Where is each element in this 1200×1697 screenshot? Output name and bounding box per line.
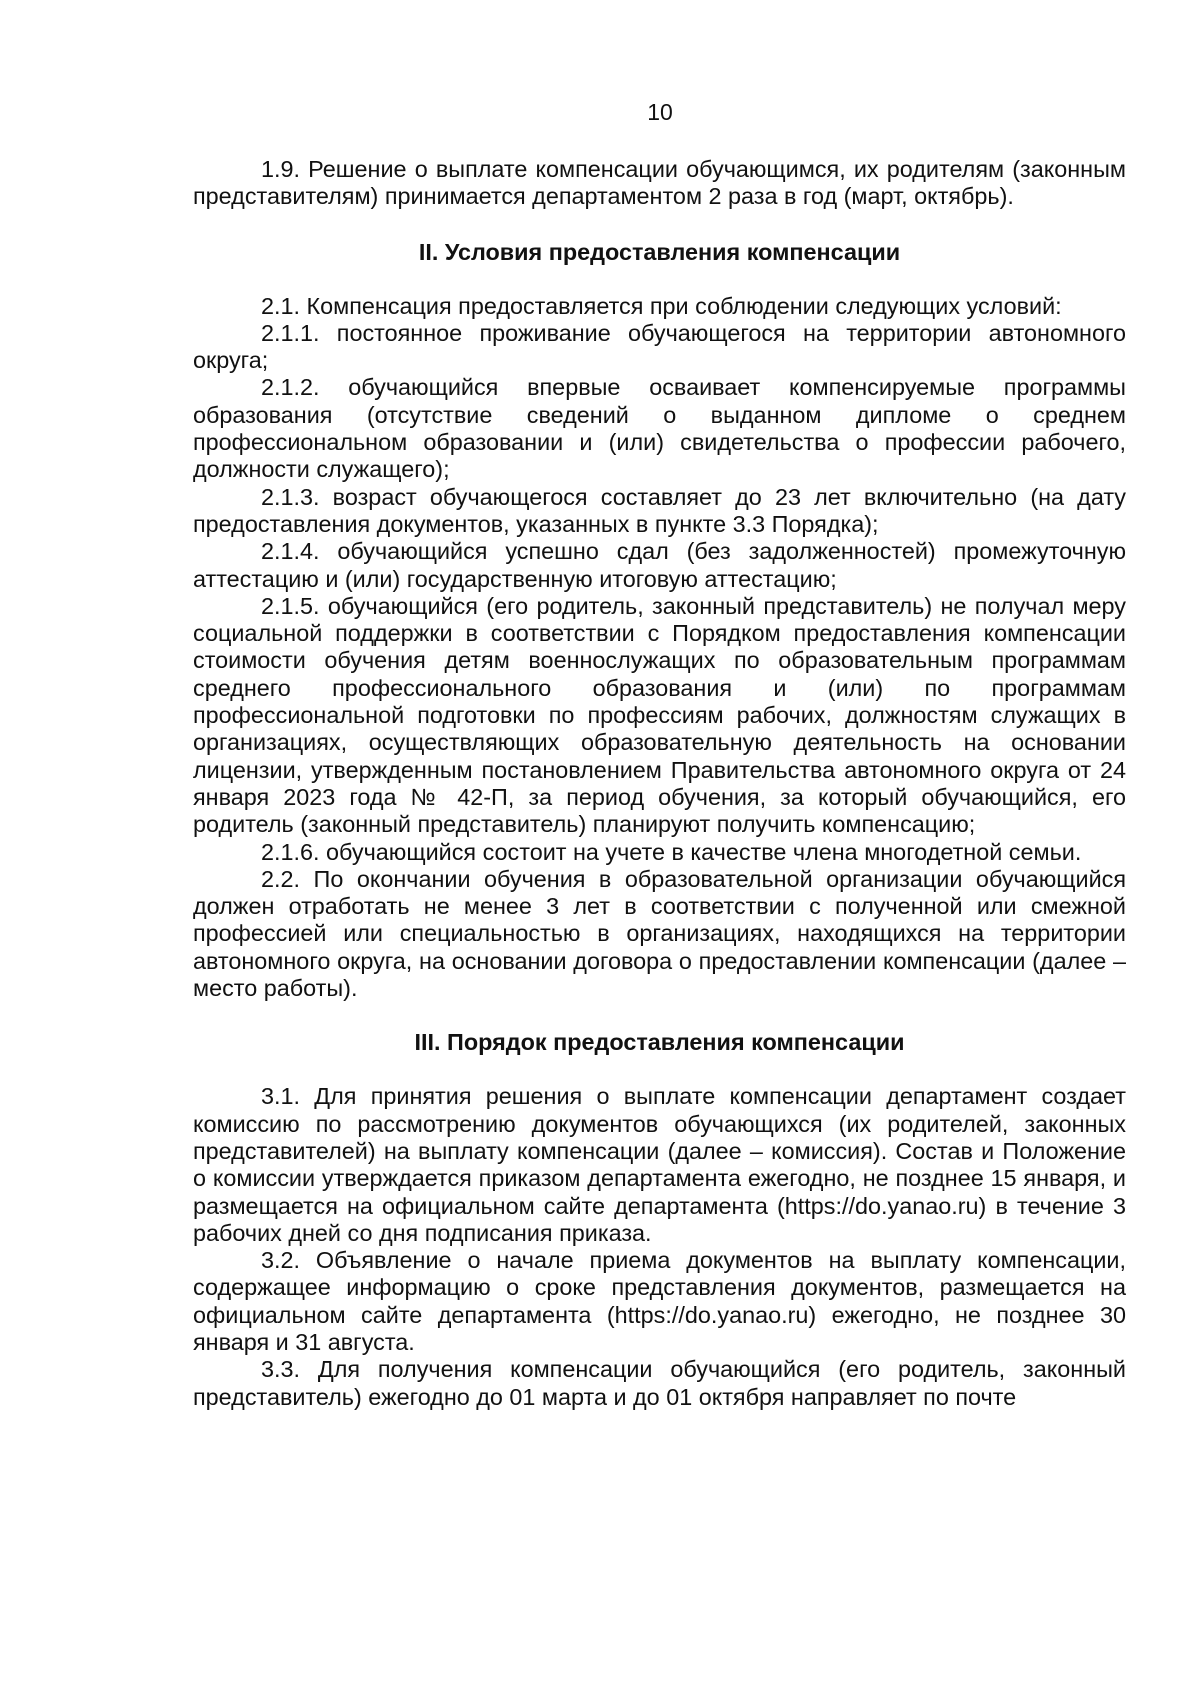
section-2-heading: II. Условия предоставления компенсации bbox=[418, 238, 901, 265]
paragraph-1-9: 1.9. Решение о выплате компенсации обучающимся, их родителям (законным представителям) принимается департаментом 2 раза в год (март, октябрь). bbox=[193, 156, 1126, 210]
document-body bbox=[193, 156, 1126, 1411]
paragraph-3-3: 3.3. Для получения компенсации обучающийся (его родитель, законный представитель) ежегодно до 01 марта и до 01 октября направляет по почте bbox=[193, 1356, 1126, 1410]
paragraph-2-1: 2.1. Компенсация предоставляется при соблюдении следующих условий: bbox=[261, 292, 1062, 319]
paragraph-2-1-1: 2.1.1. постоянное проживание обучающегося на территории автономного округа; bbox=[193, 319, 1126, 374]
paragraph-2-1-6: 2.1.6. обучающийся состоит на учете в качестве члена многодетной семьи. bbox=[261, 838, 1082, 865]
paragraph-2-1-5: 2.1.5. обучающийся (его родитель, законный представитель) не получал меру социальной поддержки в соответствии с Порядком предоставления компенсации стоимости обучения детям военнослужащих по образовательным программам среднего профессионального образования и (или) по программам профессиональной подготовки по профессиям рабочих, должностям служащих в организациях, осуществляющих образовательную деятельность на основании лицензии, утвержденным постановлением Правительства автономного округа от 24 января 2023 года № 42-П, за период обучения, за который обучающийся, его родитель (законный представитель) планируют получить компенсацию; bbox=[193, 592, 1126, 838]
paragraph-2-1-2: 2.1.2. обучающийся впервые осваивает компенсируемые программы образования (отсутствие сведений о выданном дипломе о среднем профессиональном образовании и (или) свидетельства о профессии рабочего, должности служащего); bbox=[193, 374, 1126, 483]
paragraph-3-2: 3.2. Объявление о начале приема документов на выплату компенсации, содержащее информацию о сроке представления документов, размещается на официальном сайте департамента (https://do.yanao.ru) ежегодно, не позднее 30 января и 31 августа. bbox=[193, 1247, 1126, 1355]
paragraph-2-2: 2.2. По окончании обучения в образовательной организации обучающийся должен отработать не менее 3 лет в соответствии с полученной или смежной профессией или специальностью в организациях, находящихся на территории автономного округа, на основании договора о предоставлении компенсации (далее – место работы). bbox=[193, 865, 1126, 1002]
paragraph-2-1-3: 2.1.3. возраст обучающегося составляет до 23 лет включительно (на дату предоставления документов, указанных в пункте 3.3 Порядка); bbox=[193, 483, 1126, 537]
section-3-heading: III. Порядок предоставления компенсации bbox=[414, 1029, 905, 1056]
paragraph-3-1: 3.1. Для принятия решения о выплате компенсации департамент создает комиссию по рассмотрению документов обучающихся (их родителей, законных представителей) на выплату компенсации (далее – комиссия). Состав и Положение о комиссии утверждается приказом департамента ежегодно, не позднее 15 января, и размещается на официальном сайте департамента (https://do.yanao.ru) в течение 3 рабочих дней со дня подписания приказа. bbox=[193, 1083, 1126, 1246]
page-number: 10 bbox=[647, 99, 673, 125]
paragraph-2-1-4: 2.1.4. обучающийся успешно сдал (без задолженностей) промежуточную аттестацию и (или) государственную итоговую аттестацию; bbox=[193, 538, 1126, 592]
